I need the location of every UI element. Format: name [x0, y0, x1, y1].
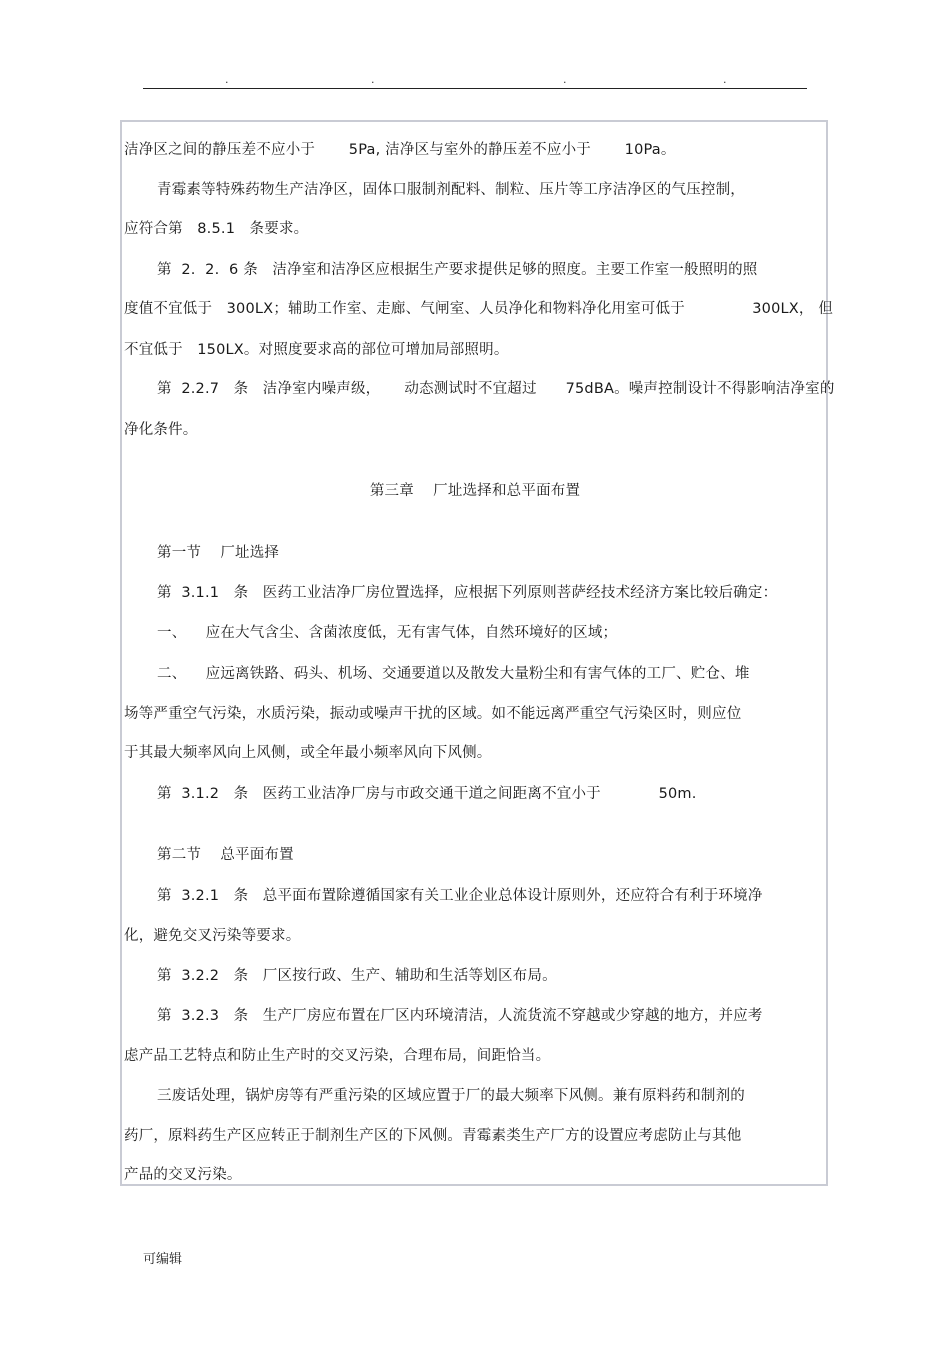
body-line: 第 3.1.2 条 医药工业洁净厂房与市政交通干道之间距离不宜小于 50m. — [157, 786, 697, 802]
body-line: 场等严重空气污染，水质污染，振动或噪声干扰的区域。如不能远离严重空气污染区时，则应位 — [124, 706, 742, 722]
header-dot: . — [225, 73, 229, 86]
body-line: 应符合第 8.5.1 条要求。 — [124, 221, 309, 237]
body-line: 度值不宜低于 300LX；辅助工作室、走廊、气闸室、人员净化和物料净化用室可低于 300LX， 但 — [124, 301, 834, 317]
section-heading: 第一节 厂址选择 — [157, 545, 280, 561]
body-line: 产品的交叉污染。 — [124, 1167, 242, 1183]
body-line: 虑产品工艺特点和防止生产时的交叉污染，合理布局，间距恰当。 — [124, 1048, 551, 1064]
body-line: 第 3.2.3 条 生产厂房应布置在厂区内环境清洁，人流货流不穿越或少穿越的地方，并应考 — [157, 1008, 763, 1024]
body-line: 第 3.2.1 条 总平面布置除遵循国家有关工业企业总体设计原则外，还应符合有利于环境净 — [157, 888, 763, 904]
header-dot: . — [563, 73, 567, 86]
body-line: 洁净区之间的静压差不应小于 5Pa, 洁净区与室外的静压差不应小于 10Pa。 — [124, 142, 676, 158]
body-line: 于其最大频率风向上风侧，或全年最小频率风向下风侧。 — [124, 745, 492, 761]
body-line: 药厂，原料药生产区应转正于制剂生产区的下风侧。青霉素类生产厂方的设置应考虑防止与其他 — [124, 1128, 742, 1144]
body-line: 三废话处理，锅炉房等有严重污染的区域应置于厂的最大频率下风侧。兼有原料药和制剂的 — [157, 1088, 745, 1104]
body-line: 青霉素等特殊药物生产洁净区，固体口服制剂配料、制粒、压片等工序洁净区的气压控制， — [157, 182, 745, 198]
body-line: 一、 应在大气含尘、含菌浓度低，无有害气体，自然环境好的区域； — [157, 625, 618, 641]
chapter-heading: 第三章 厂址选择和总平面布置 — [369, 483, 581, 499]
header-dot: . — [371, 73, 375, 86]
body-line: 化，避免交叉污染等要求。 — [124, 928, 301, 944]
header-dot: . — [723, 73, 727, 86]
header-rule — [143, 88, 807, 89]
body-line: 第 2.2.7 条 洁净室内噪声级， 动态测试时不宜超过 75dBA。噪声控制设计不得影响洁净室的 — [157, 381, 835, 397]
body-line: 二、 应远离铁路、码头、机场、交通要道以及散发大量粉尘和有害气体的工厂、贮仓、堆 — [157, 666, 750, 682]
body-line: 第 3.2.2 条 厂区按行政、生产、辅助和生活等划区布局。 — [157, 968, 557, 984]
footer-label: 可编辑 — [143, 1252, 183, 1267]
body-line: 第 3.1.1 条 医药工业洁净厂房位置选择，应根据下列原则菩萨经技术经济方案比较后确定： — [157, 585, 778, 601]
body-line: 净化条件。 — [124, 422, 198, 438]
body-line: 不宜低于 150LX。对照度要求高的部位可增加局部照明。 — [124, 342, 509, 358]
body-line: 第 2. 2. 6 条 洁净室和洁净区应根据生产要求提供足够的照度。主要工作室一般照明的照 — [157, 262, 758, 278]
section-heading: 第二节 总平面布置 — [157, 847, 294, 863]
